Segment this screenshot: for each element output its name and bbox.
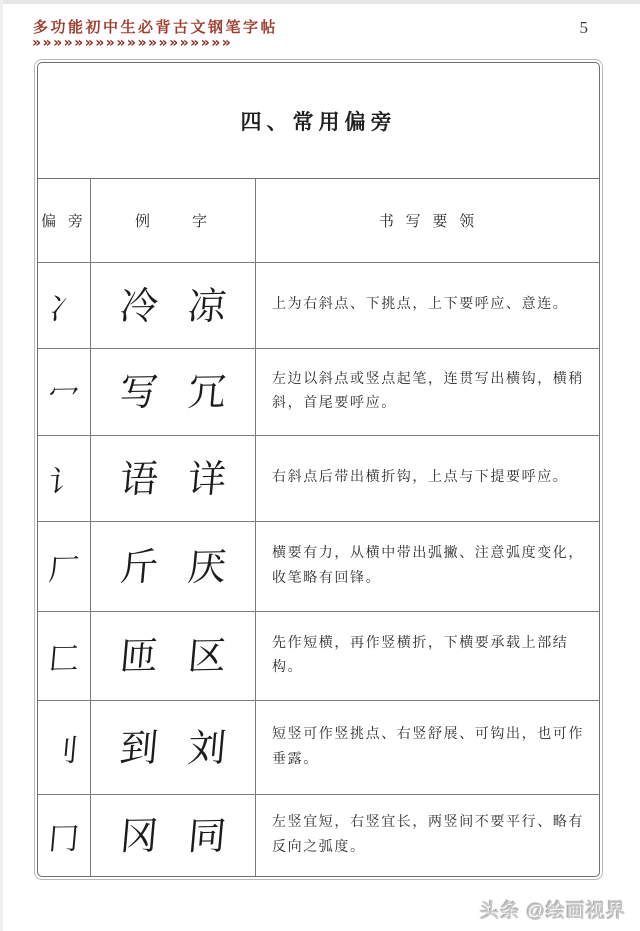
table-row xyxy=(38,349,599,436)
radical-cell xyxy=(38,349,91,435)
table-row xyxy=(38,436,599,522)
example-char: 匝 xyxy=(118,633,161,679)
tip-cell xyxy=(256,522,599,611)
radical-cell xyxy=(38,263,91,348)
tip-text: 短竖可作竖挑点、右竖舒展、可钩出，也可作垂露。 xyxy=(272,727,584,767)
table-row xyxy=(38,612,599,701)
example-char: 到 xyxy=(118,725,161,770)
examples-cell xyxy=(91,349,256,435)
arrow-decoration-icon: »»»»»»»»»»»»»»»»»»» xyxy=(32,35,233,51)
table-row xyxy=(38,701,599,795)
example-char: 凉 xyxy=(185,283,228,328)
watermark: 头条 @绘画视界 xyxy=(480,901,626,922)
example-char: 冗 xyxy=(185,369,228,415)
examples-cell xyxy=(91,522,256,611)
title-area xyxy=(38,63,599,179)
tip-cell xyxy=(256,612,599,700)
radical-cell xyxy=(38,701,91,794)
tip-cell xyxy=(256,701,599,794)
table-row xyxy=(38,263,599,349)
example-char: 冷 xyxy=(118,283,161,328)
scan-edge-top xyxy=(0,0,640,4)
example-char: 语 xyxy=(118,456,161,501)
tip-text: 横要有力，从横中带出弧撇、注意弧度变化，收笔略有回锋。 xyxy=(272,546,584,586)
radical-glyph: 厂 xyxy=(47,552,81,588)
examples-cell xyxy=(91,701,256,794)
tip-text: 右斜点后带出横折钩，上点与下提要呼应。 xyxy=(272,470,569,486)
tip-text: 上为右斜点、下挑点，上下要呼应、意连。 xyxy=(272,297,569,313)
radical-cell xyxy=(38,436,91,521)
radical-glyph: 讠 xyxy=(47,464,81,500)
page-number: 5 xyxy=(579,18,588,37)
tip-text: 先作短横，再作竖横折，下横要承载上部结构。 xyxy=(272,635,569,675)
table-row xyxy=(38,795,599,876)
booklet-title: 多功能初中生必背古文钢笔字帖 xyxy=(33,20,279,36)
col-header-examples: 例 字 xyxy=(91,179,256,262)
radical-glyph: 刂 xyxy=(47,733,81,769)
example-char: 详 xyxy=(185,456,228,501)
col-header-tips: 书 写 要 领 xyxy=(378,214,479,230)
example-char: 区 xyxy=(185,633,228,679)
table-header-row xyxy=(38,179,599,263)
example-char: 冈 xyxy=(118,813,161,858)
radical-glyph: 冂 xyxy=(47,821,81,857)
tip-cell xyxy=(256,263,599,348)
example-char: 刘 xyxy=(185,725,228,770)
tip-cell xyxy=(256,436,599,521)
example-char: 斤 xyxy=(118,544,161,589)
radical-glyph: 匚 xyxy=(47,641,81,678)
tip-text: 左竖宜短，右竖宜长，两竖间不要平行、略有反向之弧度。 xyxy=(272,815,584,855)
radical-glyph: 冖 xyxy=(47,377,81,414)
content-frame xyxy=(37,62,600,877)
radical-cell xyxy=(38,522,91,611)
example-char: 写 xyxy=(118,369,161,415)
scan-edge-left xyxy=(0,0,3,931)
col-header-radical: 偏 旁 xyxy=(38,179,91,262)
example-char: 厌 xyxy=(185,544,228,589)
examples-cell xyxy=(91,263,256,348)
table-row xyxy=(38,522,599,612)
tip-cell xyxy=(256,349,599,435)
example-char: 同 xyxy=(185,813,228,858)
radical-cell xyxy=(38,795,91,876)
examples-cell xyxy=(91,795,256,876)
tip-cell xyxy=(256,795,599,876)
radical-glyph: 冫 xyxy=(47,291,81,327)
section-title: 四、常用偏旁 xyxy=(240,110,397,134)
radical-table xyxy=(38,179,599,876)
examples-cell xyxy=(91,436,256,521)
examples-cell xyxy=(91,612,256,700)
tip-text: 左边以斜点或竖点起笔，连贯写出横钩，横稍斜，首尾要呼应。 xyxy=(272,371,584,411)
radical-cell xyxy=(38,612,91,700)
